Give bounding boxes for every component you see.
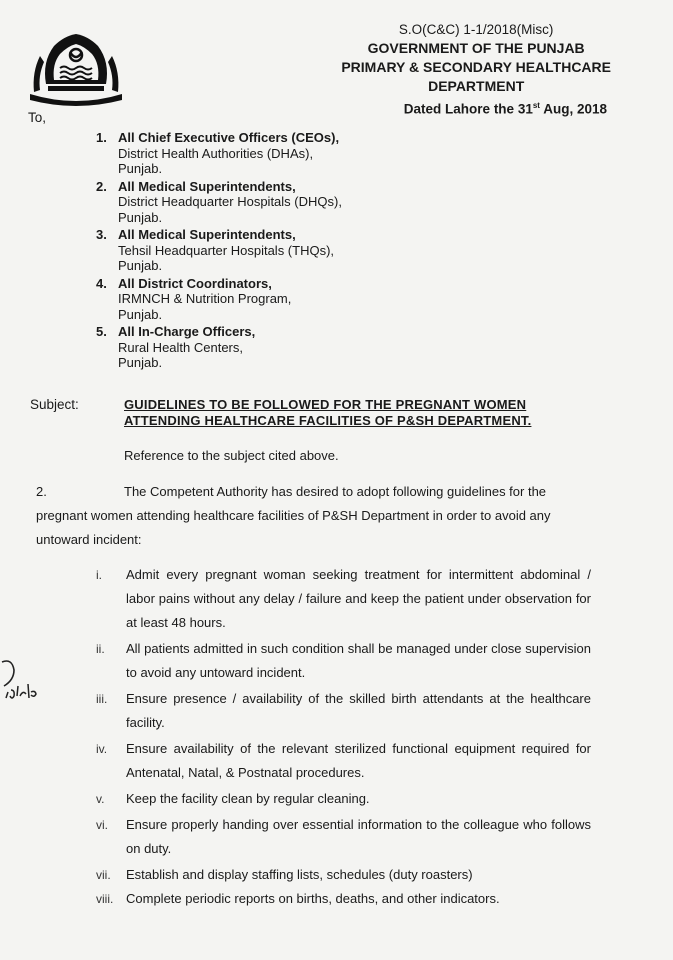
recipient-item: 5. All In-Charge Officers, Rural Health Centers, Punjab. <box>96 324 256 370</box>
guideline-item: vi. Ensure properly handing over essential information to the colleague who follows on duty. <box>96 817 591 856</box>
recipient-item: 4. All District Coordinators, IRMNCH & Nutrition Program, Punjab. <box>96 275 292 322</box>
guideline-item: vii. Establish and display staffing lists, schedules (duty roasters) <box>96 867 473 882</box>
header-line-2: PRIMARY & SECONDARY HEALTHCARE <box>341 59 611 75</box>
handwritten-date-mark <box>0 656 42 716</box>
guideline-item: viii. Complete periodic reports on births, deaths, and other indicators. <box>96 891 500 906</box>
subject-text: GUIDELINES TO BE FOLLOWED FOR THE PREGNANT WOMEN ATTENDING HEALTHCARE FACILITIES OF P&SH DEPARTMENT. <box>124 397 532 428</box>
recipient-item: 2. All Medical Superintendents, District Headquarter Hospitals (DHQs), Punjab. <box>96 178 342 225</box>
reference-line: Reference to the subject cited above. <box>124 448 339 463</box>
body-paragraph <box>36 480 596 552</box>
guidelines-list <box>80 563 595 911</box>
header-line-1: GOVERNMENT OF THE PUNJAB <box>367 40 585 56</box>
punjab-government-emblem <box>24 22 128 108</box>
to-label: To, <box>28 110 47 125</box>
recipient-list <box>96 130 342 373</box>
guideline-item: i. Admit every pregnant woman seeking treatment for intermittent abdominal / labor pains without any delay / failure and keep the patient under observation for at least 48 hours. <box>96 567 591 630</box>
guideline-item: iv. Ensure availability of the relevant sterilized functional equipment required for Antenatal, Natal, & Postnatal procedures. <box>96 741 591 780</box>
guideline-item: ii. All patients admitted in such condition shall be managed under close supervision to avoid any untoward incident. <box>96 641 591 680</box>
recipient-item: 3. All Medical Superintendents, Tehsil Headquarter Hospitals (THQs), Punjab. <box>96 227 335 273</box>
dated-line: Dated Lahore the 31st Aug, 2018 <box>403 101 607 117</box>
paragraph-number: 2. <box>36 484 47 499</box>
letter-header <box>341 20 633 119</box>
guideline-item: v. Keep the facility clean by regular cleaning. <box>96 791 370 806</box>
reference-number: S.O(C&C) 1-1/2018(Misc) <box>398 22 554 37</box>
subject-label: Subject: <box>30 397 79 412</box>
guideline-item: iii. Ensure presence / availability of the skilled birth attendants at the healthcare facility. <box>96 691 591 730</box>
header-line-3: DEPARTMENT <box>428 78 525 94</box>
paragraph-text: The Competent Authority has desired to adopt following guidelines for the pregnant women attending healthcare facilities of P&SH Department in order to avoid any untoward incident: <box>36 484 551 547</box>
recipient-item: 1. All Chief Executive Officers (CEOs), District Health Authorities (DHAs), Punjab. <box>96 130 340 176</box>
